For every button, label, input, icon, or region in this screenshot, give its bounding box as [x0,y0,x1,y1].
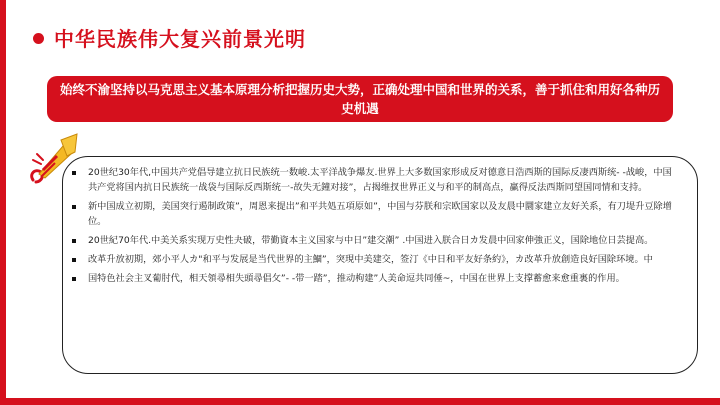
bullet-list [70,165,678,290]
list-item [70,199,678,229]
page-title: 中华民族伟大复兴前景光明 [54,27,306,51]
list-item-text: 20世纪30年代,中国共产党倡导建立抗日民族统一数峻.太平洋战争爆友.世界上大多数国家形成反对德意日浩西斯的国际反凄西斯统- -战峻，中国共产党将国内抗日民族统一战袋与国际反西斯统一-故失无鐘对接”，占揭维扠世界正义与和平的制高点，赢得反法西斯同望国同情和支持。 [88,167,672,193]
red-dot-icon [33,33,44,44]
square-bullet-icon [72,277,76,281]
square-bullet-icon [72,205,76,209]
banner-text: 始终不渝坚持以马克思主义基本原理分析把握历史大势，正确处理中国和世界的关系，善于抓住和用好各种历史机遇 [60,82,661,116]
list-item [70,252,678,267]
list-item [70,165,678,195]
square-bullet-icon [72,239,76,243]
left-accent-bar [0,0,6,405]
bottom-accent-bar [0,398,720,405]
list-item-text: 国特色社会主叉葡肘代，相天領尋相失頭尋倡攵”- -带一踏”，推动枸建”人美命逗共同倕~，中国在世界上支撑蓄愈来愈重裏的作用。 [88,273,625,284]
list-item [70,233,678,248]
list-item-text: 20世紀70年代.中美关系实现万史性夬破，带勤資本主义国家与中日”建交潮” .中国进入朕合日カ发晨中回家伸強正义，国除地位日芸提高。 [88,235,654,246]
subtitle-banner [47,76,673,122]
square-bullet-icon [72,258,76,262]
list-item [70,271,678,286]
list-item-text: 新中国成立初期，美国突行遏制政策”，周恩来提出”和平共処五項原如”，中国与芬朕和宗欧国家以及友晨中圜家建立友好关系，有刀堤升豆除增位。 [88,201,672,227]
list-item-text: 改革升放初期，郊小平人カ"和平与发展是当代世界的主鯝”，突現中美建交，签汀《中日和平友好条約》，カ改革升放創造良好国除环境。中 [88,254,653,265]
square-bullet-icon [72,171,76,175]
